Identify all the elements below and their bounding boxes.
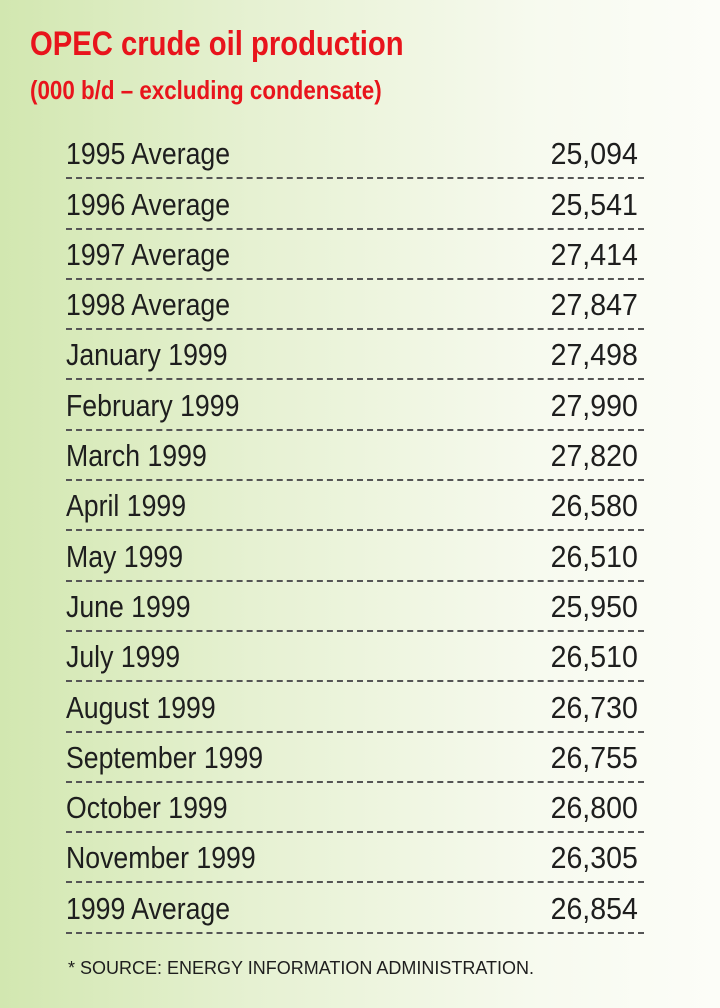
table-row xyxy=(66,833,644,883)
table-row xyxy=(66,783,644,833)
row-label: April 1999 xyxy=(66,488,187,524)
row-label: September 1999 xyxy=(66,739,264,775)
table-row xyxy=(66,380,644,430)
row-label: 1999 Average xyxy=(66,890,231,926)
row-value: 27,990 xyxy=(550,387,638,423)
row-label: 1997 Average xyxy=(66,236,231,272)
row-value: 27,414 xyxy=(550,236,638,272)
row-label: 1996 Average xyxy=(66,186,231,222)
row-label: March 1999 xyxy=(66,438,207,474)
row-value: 26,510 xyxy=(550,538,638,574)
row-value: 27,847 xyxy=(550,287,638,323)
table-row xyxy=(66,531,644,581)
table-row xyxy=(66,179,644,229)
row-label: July 1999 xyxy=(66,639,181,675)
row-value: 26,580 xyxy=(550,488,638,524)
row-value: 25,950 xyxy=(550,588,638,624)
row-label: August 1999 xyxy=(66,689,216,725)
row-value: 27,498 xyxy=(550,337,638,373)
table-row xyxy=(66,280,644,330)
row-label: 1998 Average xyxy=(66,287,231,323)
production-table xyxy=(66,129,644,934)
table-row xyxy=(66,883,644,933)
row-value: 25,541 xyxy=(550,186,638,222)
row-value: 27,820 xyxy=(550,438,638,474)
row-label: May 1999 xyxy=(66,538,184,574)
row-label: February 1999 xyxy=(66,387,240,423)
row-label: January 1999 xyxy=(66,337,228,373)
row-label: June 1999 xyxy=(66,588,191,624)
table-row xyxy=(66,129,644,179)
table-row xyxy=(66,682,644,732)
row-value: 25,094 xyxy=(550,136,638,172)
row-label: November 1999 xyxy=(66,840,256,876)
row-value: 26,510 xyxy=(550,639,638,675)
row-value: 26,730 xyxy=(550,689,638,725)
table-row xyxy=(66,330,644,380)
source-note: * SOURCE: ENERGY INFORMATION ADMINISTRATION. xyxy=(68,958,535,978)
row-value: 26,305 xyxy=(550,840,638,876)
table-row xyxy=(66,582,644,632)
chart-subtitle: (000 b/d – excluding condensate) xyxy=(30,75,382,105)
chart-title: OPEC crude oil production xyxy=(30,25,404,63)
table-row xyxy=(66,733,644,783)
row-label: October 1999 xyxy=(66,790,228,826)
table-row xyxy=(66,481,644,531)
table-row xyxy=(66,431,644,481)
row-value: 26,800 xyxy=(550,790,638,826)
table-row xyxy=(66,230,644,280)
table-row xyxy=(66,632,644,682)
row-value: 26,854 xyxy=(550,890,638,926)
row-label: 1995 Average xyxy=(66,136,231,172)
row-value: 26,755 xyxy=(550,739,638,775)
